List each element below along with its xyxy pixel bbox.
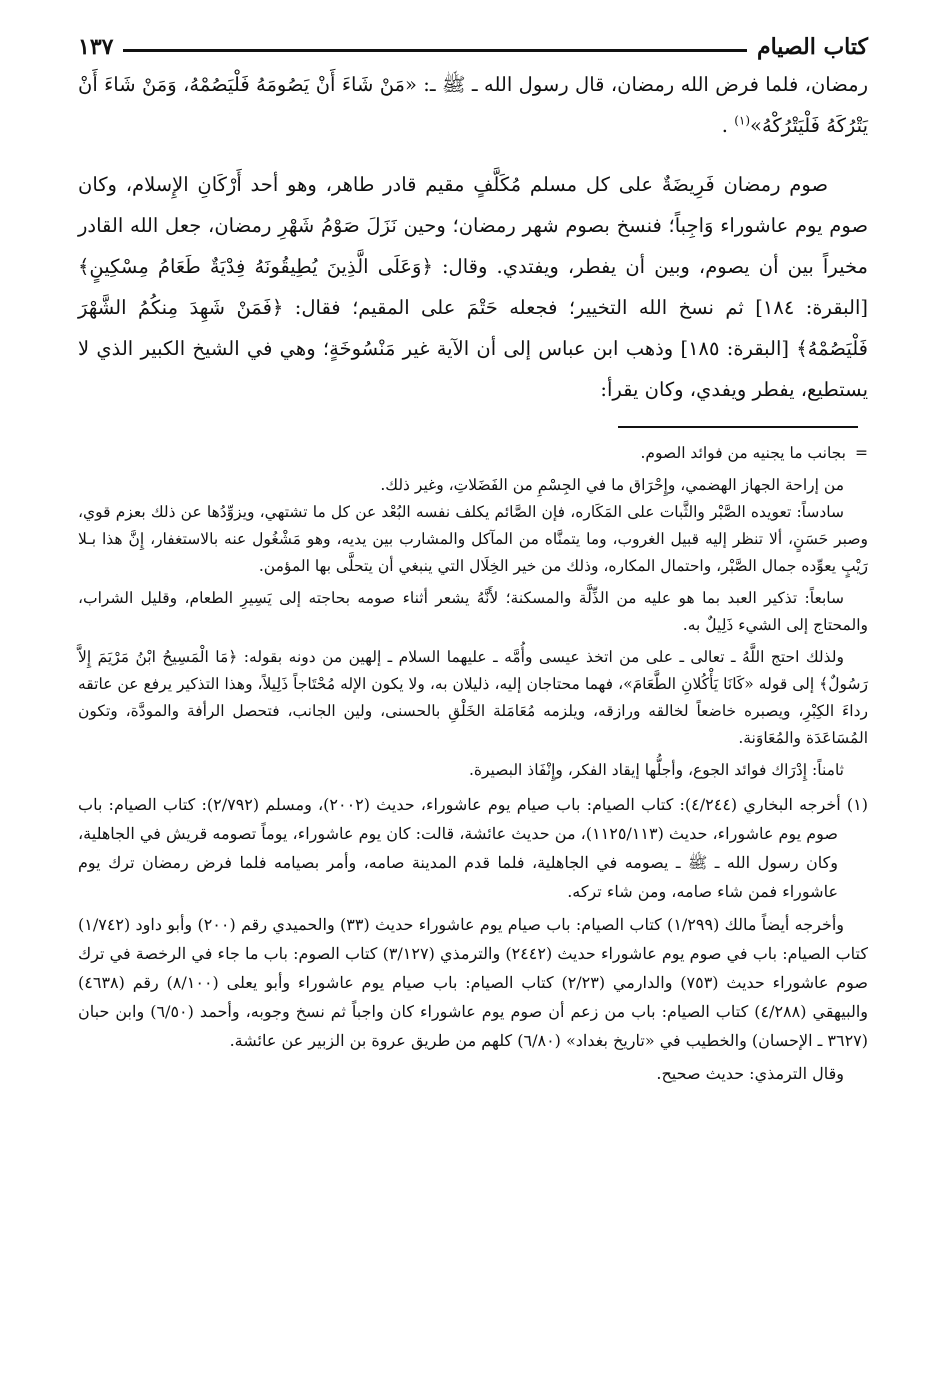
- continuation-mark: =: [855, 444, 868, 462]
- chapter-title: كتاب الصيام: [756, 34, 868, 60]
- reference-2: وأخرجه أيضاً مالك (١/٢٩٩) كتاب الصيام: باب صيام يوم عاشوراء حديث (٣٣) والحميدي رقم (٢٠٠) وأبو داود (١/٧٤٢) كتاب الصيام: باب في صوم يوم عاشوراء حديث (٢٤٤٢) والترمذي (٣/١٢٧) كتاب الصوم: باب ما جاء في الرخصة في ترك صوم عاشوراء حديث (٧٥٣) والدارمي (٢/٢٣) كتاب الصيام: باب صيام يوم عاشوراء وأبو يعلى (٨/١٠٠) رقم (٤٦٣٨) والبيهقي (٤/٢٨٨) كتاب الصيام: باب من زعم أن صوم يوم عاشوراء كان واجباً ثم نسخ وجوبه، وأحمد (٦/٥٠) وابن حبان (٣٦٢٧ ـ الإحسان) والخطيب في «تاريخ بغداد» (٦/٨٠) كلهم من طريق عروة بن الزبير عن عائشة.: [78, 915, 869, 1050]
- paragraph-gap: [78, 410, 868, 426]
- footnote-marker: (١): [734, 113, 751, 128]
- reference-1: (١) أخرجه البخاري (٤/٢٤٤): كتاب الصيام: باب صيام يوم عاشوراء، حديث (٢٠٠٢)، ومسلم (٢/٧٩٢): كتاب الصيام: باب صوم يوم عاشوراء، حديث (١١٢٥/١١٣)، من حديث عائشة، قالت: كان يوم عاشوراء، يوماً تصومه قريش في الجاهلية، وكان رسول الله ـ ﷺ ـ يصومه في الجاهلية، فلما قدم المدينة صامه، وأمر بصيامه فلما فرض رمضان ترك يوم عاشوراء فمن شاء صامه، ومن شاء تركه.: [78, 795, 868, 901]
- footnote-rule: [618, 426, 858, 428]
- footnote-text: بجانب ما يجنيه من فوائد الصوم.: [640, 444, 846, 462]
- reference-3: وقال الترمذي: حديث صحيح.: [656, 1064, 844, 1083]
- page-number: ١٣٧: [78, 34, 114, 60]
- footnote-paragraph: ثامناً: إِدْرَاك فوائد الجوع، وأجلُّها إيقاد الفكر، وإِنْفَاذ البصيرة.: [468, 761, 844, 779]
- footnote-line: [78, 440, 868, 467]
- running-header: [78, 30, 868, 64]
- references: [78, 790, 868, 1088]
- book-page: [78, 30, 868, 1088]
- main-paragraph-1-text: رمضان، فلما فرض الله رمضان، قال رسول الله ـ ﷺ ـ: «مَنْ شَاءَ أَنْ يَصُومَهُ فَلْيَصُمْهُ، وَمَنْ شَاءَ أَنْ يَتْرُكَهُ فَلْيَتْرُكْهُ»: [78, 73, 868, 137]
- footnote-paragraph: من إراحة الجهاز الهضمي، وإِحْرَاق ما في الجِسْمِ من الفَضَلاتِ، وغير ذلك.: [380, 476, 844, 494]
- paragraph-gap: [78, 146, 868, 164]
- main-paragraph-continued: [78, 64, 868, 146]
- header-rule: [123, 49, 747, 52]
- footnote-paragraph: ولذلك احتج اللَّهُ ـ تعالى ـ على من اتخذ عيسى وأُمَّه ـ عليهما السلام ـ إلهين من دونه بقوله: ﴿مَا الْمَسِيحُ ابْنُ مَرْيَمَ إِلاَّ رَسُولٌ﴾ إلى قوله «كَانَا يَأْكُلانِ الطَّعَامَ»، فهما محتاجان إليه، ذليلان به، ولا يكون الإله مُحْتَاجاً ذَلِيلاً، وهذا التذكير يرفع عن عاتقه رداءَ الكِبْرِ، ويصبره خاضعاً لخالقه ورازقه، ويلزمه مُعَامَلة الخَلْقِ بالحسنى، ولين الجانب، فتحصل الرأفة والمودَّة، وتكون المُسَاعَدَة والمُعَاوَنة.: [78, 648, 869, 747]
- footnote-paragraph: سادساً: تعويده الصَّبْر والثَّبات على المَكَاره، فإن الصَّائم يكلف نفسه البُعْد عن كل ما تشتهي، ويزوِّدُها عن ذلك بعزم قوي، وصبر حَسَنٍ، ألا تنظر إليه قبيل الغروب، وما يتمنَّاه من المآكل والمشارب بين يديه، وهو مَشْغُول عنه بالاستغفار، إِنَّ هذا بـلا رَيْبٍ يعوِّده جمال الصَّبْر، واحتمال المكاره، وذلك من خير الخِلَال التي ينبغي أن يتحلَّى بها المؤمن.: [78, 503, 868, 575]
- main-paragraph-2: صوم رمضان فَرِيضَةٌ على كل مسلم مُكَلَّفٍ مقيم قادر طاهر، وهو أحد أَرْكَانِ الإِسلام، وكان صوم يوم عاشوراء وَاجِباً؛ فنسخ بصوم شهر رمضان؛ وحين نَزَلَ صَوْمُ شَهْرِ رمضان، جعل الله القادر مخيراً بين أن يصوم، وبين أن يفطر، ويفتدي. وقال: ﴿وَعَلَى الَّذِينَ يُطِيقُونَهُ فِدْيَةٌ طَعَامُ مِسْكِينٍ﴾ [البقرة: ١٨٤] ثم نسخ الله التخيير؛ فجعله حَتْمَ على المقيم؛ فقال: ﴿فَمَنْ شَهِدَ مِنكُمُ الشَّهْرَ فَلْيَصُمْهُ﴾ [البقرة: ١٨٥] وذهب ابن عباس إلى أن الآية غير مَنْسُوخَةٍ؛ وهي في الشيخ الكبير الذي لا يستطيع، يفطر ويفدي، وكان يقرأ:: [78, 173, 868, 401]
- footnote-paragraph: سابعاً: تذكير العبد بما هو عليه من الذِّلَّة والمسكنة؛ لأَنَّهُ يشعر أثناء صومه بحاجته إلى يَسِيرِ الطعام، وقليل الشراب، والمحتاج إلى الشيء ذَلِيلٌ به.: [78, 589, 868, 634]
- main-paragraph-1-end: .: [721, 114, 728, 137]
- footnotes-continued: [78, 440, 868, 784]
